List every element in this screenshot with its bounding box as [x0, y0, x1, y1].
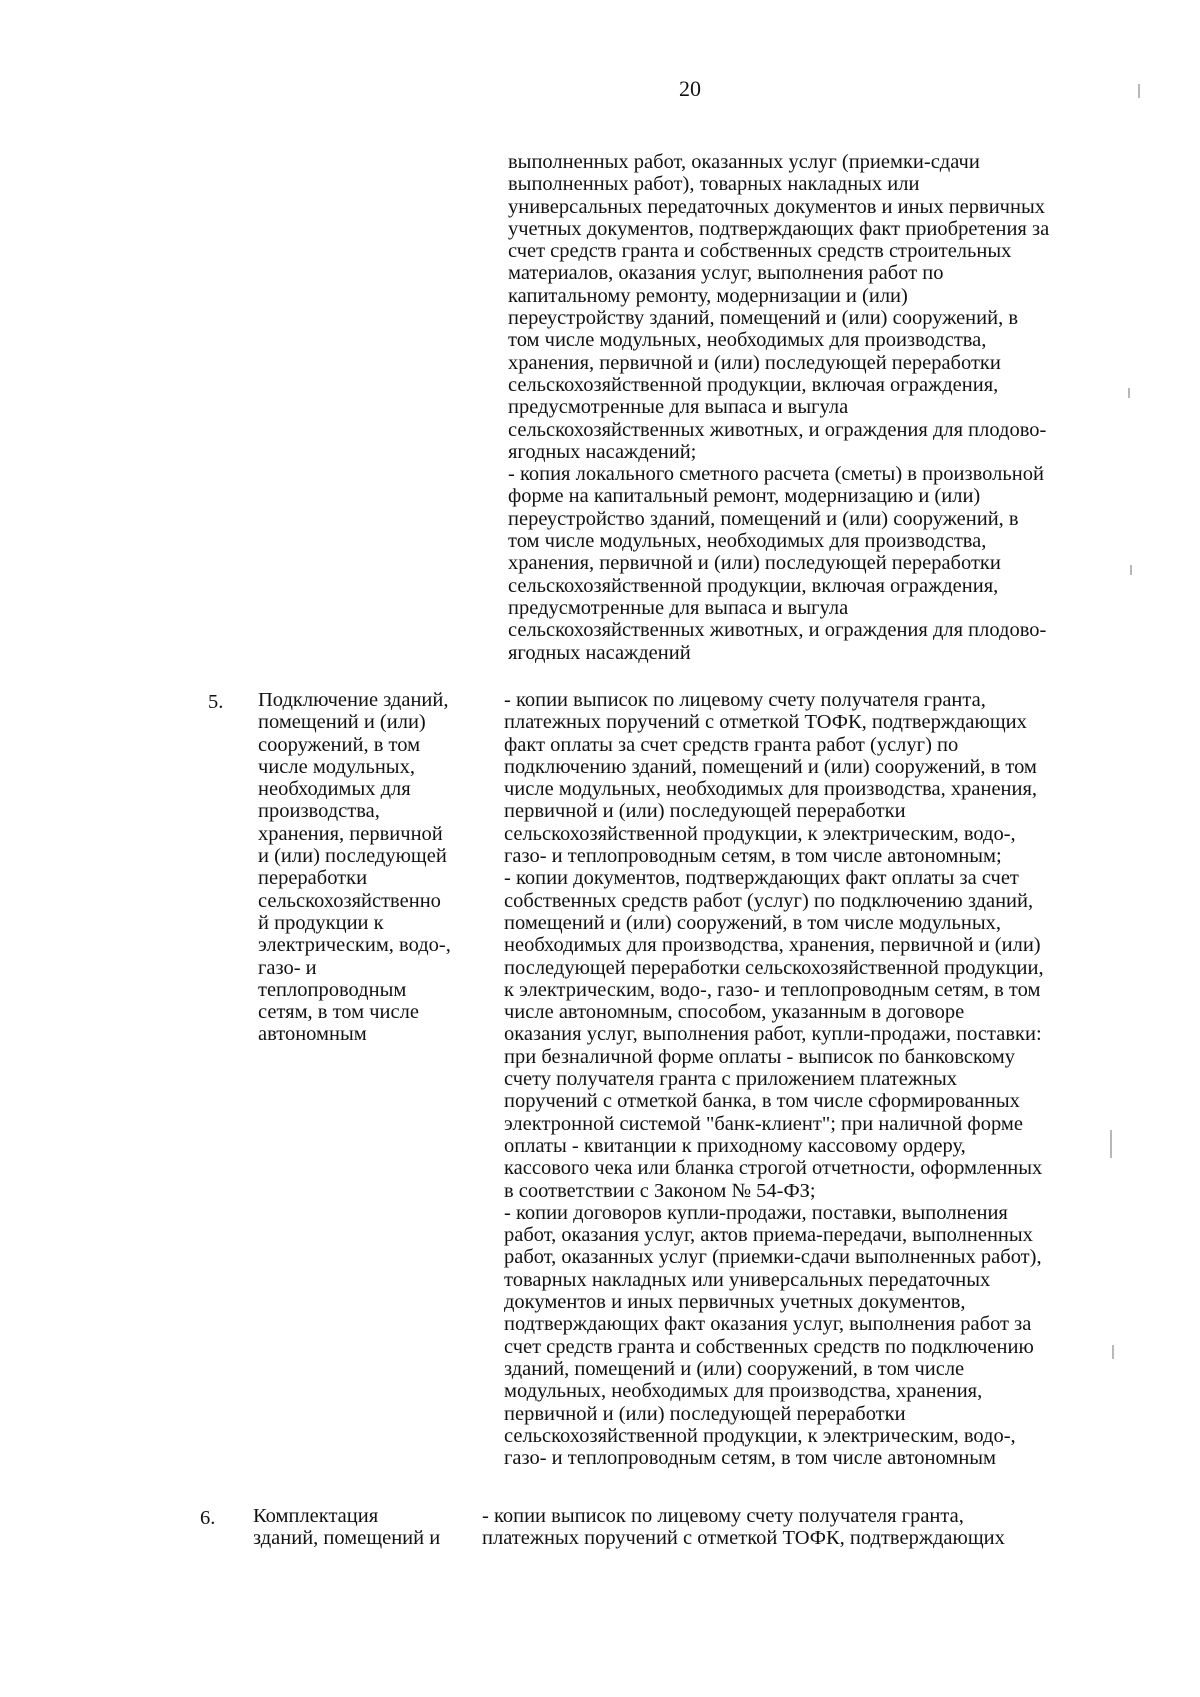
- text-line: выполненных работ), товарных накладных или: [508, 173, 920, 196]
- text-line: универсальных передаточных документов и иных первичных: [508, 195, 1045, 218]
- text-line: переработки: [258, 867, 368, 890]
- text-line: и (или) последующей: [258, 845, 447, 868]
- text-line: ягодных насаждений;: [508, 440, 697, 463]
- text-line: хранения, первичной: [258, 822, 443, 845]
- text-line: хранения, первичной и (или) последующей переработки: [508, 351, 1001, 374]
- text-line: счету получателя гранта с приложением платежных: [504, 1068, 957, 1091]
- text-line: - копия локального сметного расчета (сметы) в произвольной: [508, 463, 1044, 486]
- text-line: предусмотренные для выпаса и выгула: [508, 596, 849, 619]
- text-line: подтверждающих факт оказания услуг, выполнения работ за: [504, 1313, 1032, 1336]
- text-line: производства,: [258, 800, 380, 823]
- text-line: учетных документов, подтверждающих факт приобретения за: [508, 217, 1050, 240]
- text-line: необходимых для: [258, 778, 411, 801]
- text-line: сельскохозяйственно: [258, 889, 441, 912]
- text-line: форме на капитальный ремонт, модернизацию и (или): [508, 485, 981, 508]
- text-line: поручений с отметкой банка, в том числе сформированных: [504, 1090, 1020, 1113]
- text-line: модульных, необходимых для производства, хранения,: [504, 1380, 983, 1403]
- row-name: [258, 689, 493, 1046]
- text-line: оказания услуг, выполнения работ, купли-продажи, поставки:: [504, 1023, 1042, 1046]
- scan-speck: [1130, 565, 1132, 575]
- scan-speck: [1112, 1345, 1114, 1359]
- text-line: платежных поручений с отметкой ТОФК, подтверждающих: [482, 1527, 1005, 1550]
- text-line: сельскохозяйственной продукции, включая ограждения,: [508, 373, 999, 396]
- text-line: платежных поручений с отметкой ТОФК, подтверждающих: [504, 711, 1027, 734]
- text-line: автономным: [258, 1023, 367, 1046]
- text-line: том числе модульных, необходимых для производства,: [508, 329, 987, 352]
- page-number: 20: [679, 76, 701, 101]
- text-line: последующей переработки сельскохозяйственной продукции,: [504, 956, 1044, 979]
- text-line: товарных накладных или универсальных передаточных: [504, 1268, 991, 1291]
- text-line: работ, оказанных услуг (приемки-сдачи выполненных работ),: [504, 1246, 1042, 1269]
- text-line: числе модульных,: [258, 755, 415, 778]
- text-line: Комплектация: [253, 1505, 379, 1527]
- text-line: электрическим, водо-,: [258, 934, 451, 957]
- text-line: зданий, помещений и (или) сооружений, в том числе: [504, 1357, 965, 1380]
- text-line: материалов, оказания услуг, выполнения работ по: [508, 262, 944, 285]
- row-documents: [482, 1505, 1182, 1550]
- text-line: документов и иных первичных учетных документов,: [504, 1291, 966, 1314]
- text-line: при безналичной форме оплаты - выписок по банковскому: [504, 1045, 1015, 1068]
- text-line: оплаты - квитанции к приходному кассовому ордеру,: [504, 1134, 966, 1157]
- text-line: факт оплаты за счет средств гранта работ (услуг) по: [504, 733, 959, 756]
- row-number: 5.: [208, 691, 224, 713]
- text-line: числе автономным, способом, указанным в договоре: [504, 1001, 965, 1024]
- text-line: счет средств гранта и собственных средств строительных: [508, 240, 1012, 263]
- text-line: газо- и теплопроводным сетям, в том числе автономным: [504, 1447, 997, 1470]
- text-line: сооружений, в том: [258, 733, 421, 756]
- text-line: переустройство зданий, помещений и (или) сооружений, в: [508, 507, 1019, 530]
- text-line: й продукции к: [258, 911, 384, 934]
- scan-speck: [1110, 1130, 1112, 1158]
- text-line: первичной и (или) последующей переработки: [504, 800, 906, 823]
- text-line: - копии документов, подтверждающих факт оплаты за счет: [504, 867, 1019, 890]
- text-line: помещений и (или): [258, 711, 426, 734]
- text-line: сельскохозяйственной продукции, к электрическим, водо-,: [504, 822, 1016, 845]
- text-line: собственных средств работ (услуг) по подключению зданий,: [504, 889, 1034, 912]
- text-line: газо- и теплопроводным сетям, в том числе автономным;: [504, 845, 1002, 868]
- text-line: счет средств гранта и собственных средств по подключению: [504, 1335, 1034, 1358]
- text-line: в соответствии с Законом № 54-ФЗ;: [504, 1179, 816, 1202]
- text-line: сельскохозяйственной продукции, к электрическим, водо-,: [504, 1424, 1016, 1447]
- row-number: 6.: [200, 1507, 216, 1529]
- text-line: том числе модульных, необходимых для производства,: [508, 530, 987, 553]
- top-continuation-text: [508, 151, 1170, 664]
- text-line: выполненных работ, оказанных услуг (приемки-сдачи: [508, 151, 980, 173]
- text-line: хранения, первичной и (или) последующей переработки: [508, 552, 1001, 575]
- text-line: кассового чека или бланка строгой отчетности, оформленных: [504, 1157, 1043, 1180]
- text-line: предусмотренные для выпаса и выгула: [508, 396, 849, 419]
- text-line: - копии выписок по лицевому счету получателя гранта,: [482, 1505, 964, 1527]
- text-line: ягодных насаждений: [508, 641, 691, 664]
- text-line: сельскохозяйственной продукции, включая ограждения,: [508, 574, 999, 597]
- text-line: необходимых для производства, хранения, первичной и (или): [504, 934, 1041, 957]
- row-name: [253, 1505, 488, 1550]
- text-line: числе модульных, необходимых для производства, хранения,: [504, 778, 1038, 801]
- text-line: капитальному ремонту, модернизации и (или): [508, 284, 908, 307]
- text-line: газо- и: [258, 956, 317, 979]
- text-line: - копии выписок по лицевому счету получателя гранта,: [504, 689, 986, 711]
- scan-speck: [1128, 388, 1130, 398]
- text-line: переустройству зданий, помещений и (или) сооружений, в: [508, 307, 1019, 330]
- text-line: подключению зданий, помещений и (или) сооружений, в том: [504, 755, 1037, 778]
- text-line: сельскохозяйственных животных, и ограждения для плодово-: [508, 619, 1047, 642]
- text-line: сетям, в том числе: [258, 1001, 419, 1024]
- text-line: - копии договоров купли-продажи, поставки, выполнения: [504, 1201, 1008, 1224]
- text-line: помещений и (или) сооружений, в том числе модульных,: [504, 911, 1001, 934]
- text-line: электронной системой "банк-клиент"; при наличной форме: [504, 1112, 1023, 1135]
- text-line: первичной и (или) последующей переработки: [504, 1402, 906, 1425]
- text-line: теплопроводным: [258, 978, 407, 1001]
- text-line: к электрическим, водо-, газо- и теплопроводным сетям, в том: [504, 978, 1041, 1001]
- text-line: Подключение зданий,: [258, 689, 449, 711]
- text-line: зданий, помещений и: [253, 1527, 441, 1550]
- scan-speck: [1138, 84, 1140, 98]
- row-documents: [504, 689, 1174, 1469]
- text-line: сельскохозяйственных животных, и ограждения для плодово-: [508, 418, 1047, 441]
- text-line: работ, оказания услуг, актов приема-передачи, выполненных: [504, 1224, 1033, 1247]
